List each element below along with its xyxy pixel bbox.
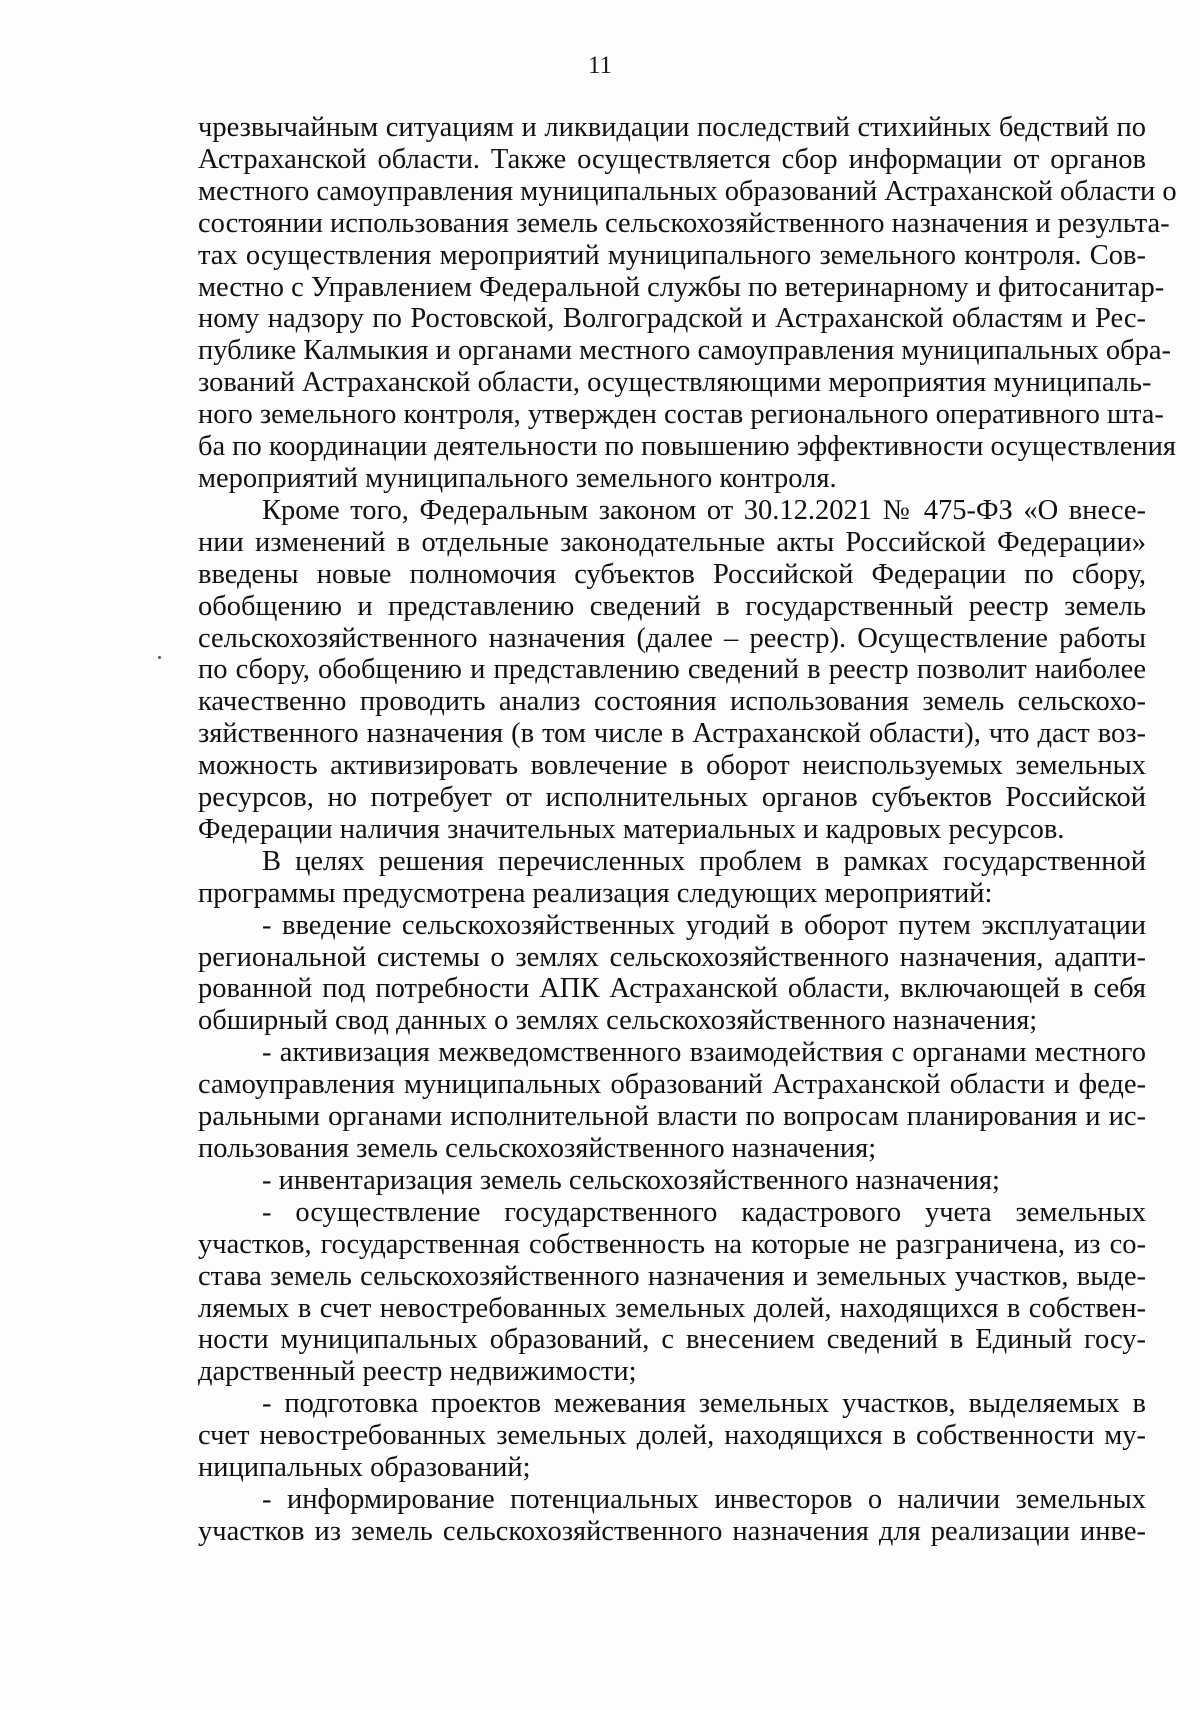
text-line: программы предусмотрена реализация следующих мероприятий:: [198, 877, 993, 909]
page-number: 11: [587, 52, 613, 79]
text-line: рованной под потребности АПК Астраханской области, включающей в себя: [198, 973, 1146, 1005]
text-line: обширный свод данных о землях сельскохозяйственного назначения;: [198, 1005, 1038, 1037]
text-line: мероприятий муниципального земельного контроля.: [198, 462, 837, 494]
paragraph: [198, 1197, 1146, 1388]
text-line: ниципальных образований;: [198, 1452, 531, 1484]
text-line: ба по координации деятельности по повышению эффективности осуществления: [198, 431, 1177, 463]
scan-dot-mark: [158, 656, 161, 659]
text-line: нии изменений в отдельные законодательные акты Российской Федерации»: [198, 526, 1146, 558]
text-line: можность активизировать вовлечение в оборот неиспользуемых земельных: [198, 750, 1146, 782]
text-line: ности муниципальных образований, с внесением сведений в Единый госу-: [198, 1324, 1146, 1356]
text-line: зяйственного назначения (в том числе в Астраханской области), что даст воз-: [198, 718, 1146, 750]
text-line: качественно проводить анализ состояния использования земель сельскохо-: [198, 686, 1146, 718]
paragraph: [198, 495, 1146, 846]
text-line: В целях решения перечисленных проблем в рамках государственной: [262, 845, 1146, 877]
text-line: - осуществление государственного кадастрового учета земельных: [262, 1196, 1146, 1228]
text-line: тах осуществления мероприятий муниципального земельного контроля. Сов-: [198, 239, 1146, 271]
paragraph: [198, 1165, 1146, 1197]
text-line: самоуправления муниципальных образований Астраханской области и феде-: [198, 1069, 1146, 1101]
text-line: - подготовка проектов межевания земельных участков, выделяемых в: [262, 1388, 1146, 1420]
text-line: Федерации наличия значительных материальных и кадровых ресурсов.: [198, 813, 1065, 845]
text-line: по сбору, обобщению и представлению сведений в реестр позволит наиболее: [198, 654, 1146, 686]
paragraph: [198, 1484, 1146, 1548]
text-line: ному надзору по Ростовской, Волгоградской и Астраханской областям и Рес-: [198, 303, 1146, 335]
text-line: ляемых в счет невостребованных земельных долей, находящихся в собствен-: [198, 1292, 1146, 1324]
text-line: - введение сельскохозяйственных угодий в оборот путем эксплуатации: [262, 909, 1146, 941]
text-line: состоянии использования земель сельскохозяйственного назначения и результа-: [198, 207, 1170, 239]
text-line: обобщению и представлению сведений в государственный реестр земель: [198, 590, 1146, 622]
paragraph: [198, 1388, 1146, 1484]
text-line: чрезвычайным ситуациям и ликвидации последствий стихийных бедствий по: [198, 112, 1146, 143]
text-line: ресурсов, но потребует от исполнительных органов субъектов Российской: [198, 782, 1146, 814]
text-line: ного земельного контроля, утвержден состав регионального оперативного шта-: [198, 399, 1164, 431]
text-line: става земель сельскохозяйственного назначения и земельных участков, выде-: [198, 1260, 1146, 1292]
paragraph: [198, 846, 1146, 910]
text-line: участков из земель сельскохозяйственного назначения для реализации инве-: [198, 1515, 1146, 1547]
paragraph: [198, 1037, 1146, 1165]
text-line: ральными органами исполнительной власти по вопросам планирования и ис-: [198, 1101, 1146, 1133]
text-line: - инвентаризация земель сельскохозяйственного назначения;: [262, 1164, 1000, 1196]
text-line: дарственный реестр недвижимости;: [198, 1356, 637, 1388]
text-line: - активизация межведомственного взаимодействия с органами местного: [262, 1037, 1146, 1069]
text-line: местно с Управлением Федеральной службы по ветеринарному и фитосанитар-: [198, 271, 1165, 303]
text-line: местного самоуправления муниципальных образований Астраханской области о: [198, 175, 1177, 207]
paragraph: [198, 112, 1177, 495]
text-line: Астраханской области. Также осуществляется сбор информации от органов: [198, 143, 1146, 175]
text-line: региональной системы о землях сельскохозяйственного назначения, адапти-: [198, 941, 1146, 973]
text-line: счет невостребованных земельных долей, находящихся в собственности му-: [198, 1420, 1146, 1452]
text-line: введены новые полномочия субъектов Российской Федерации по сбору,: [198, 558, 1146, 590]
text-line: публике Калмыкия и органами местного самоуправления муниципальных обра-: [198, 335, 1171, 367]
document-body: [198, 112, 1177, 1548]
text-line: Кроме того, Федеральным законом от 30.12.2021 № 475-ФЗ «О внесе-: [262, 494, 1146, 526]
text-line: участков, государственная собственность на которые не разграничена, из со-: [198, 1228, 1146, 1260]
paragraph: [198, 910, 1146, 1038]
text-line: зований Астраханской области, осуществляющими мероприятия муниципаль-: [198, 367, 1152, 399]
text-line: - информирование потенциальных инвесторов о наличии земельных: [262, 1483, 1146, 1515]
text-line: пользования земель сельскохозяйственного назначения;: [198, 1133, 877, 1164]
text-line: сельскохозяйственного назначения (далее – реестр). Осуществление работы: [198, 622, 1146, 654]
